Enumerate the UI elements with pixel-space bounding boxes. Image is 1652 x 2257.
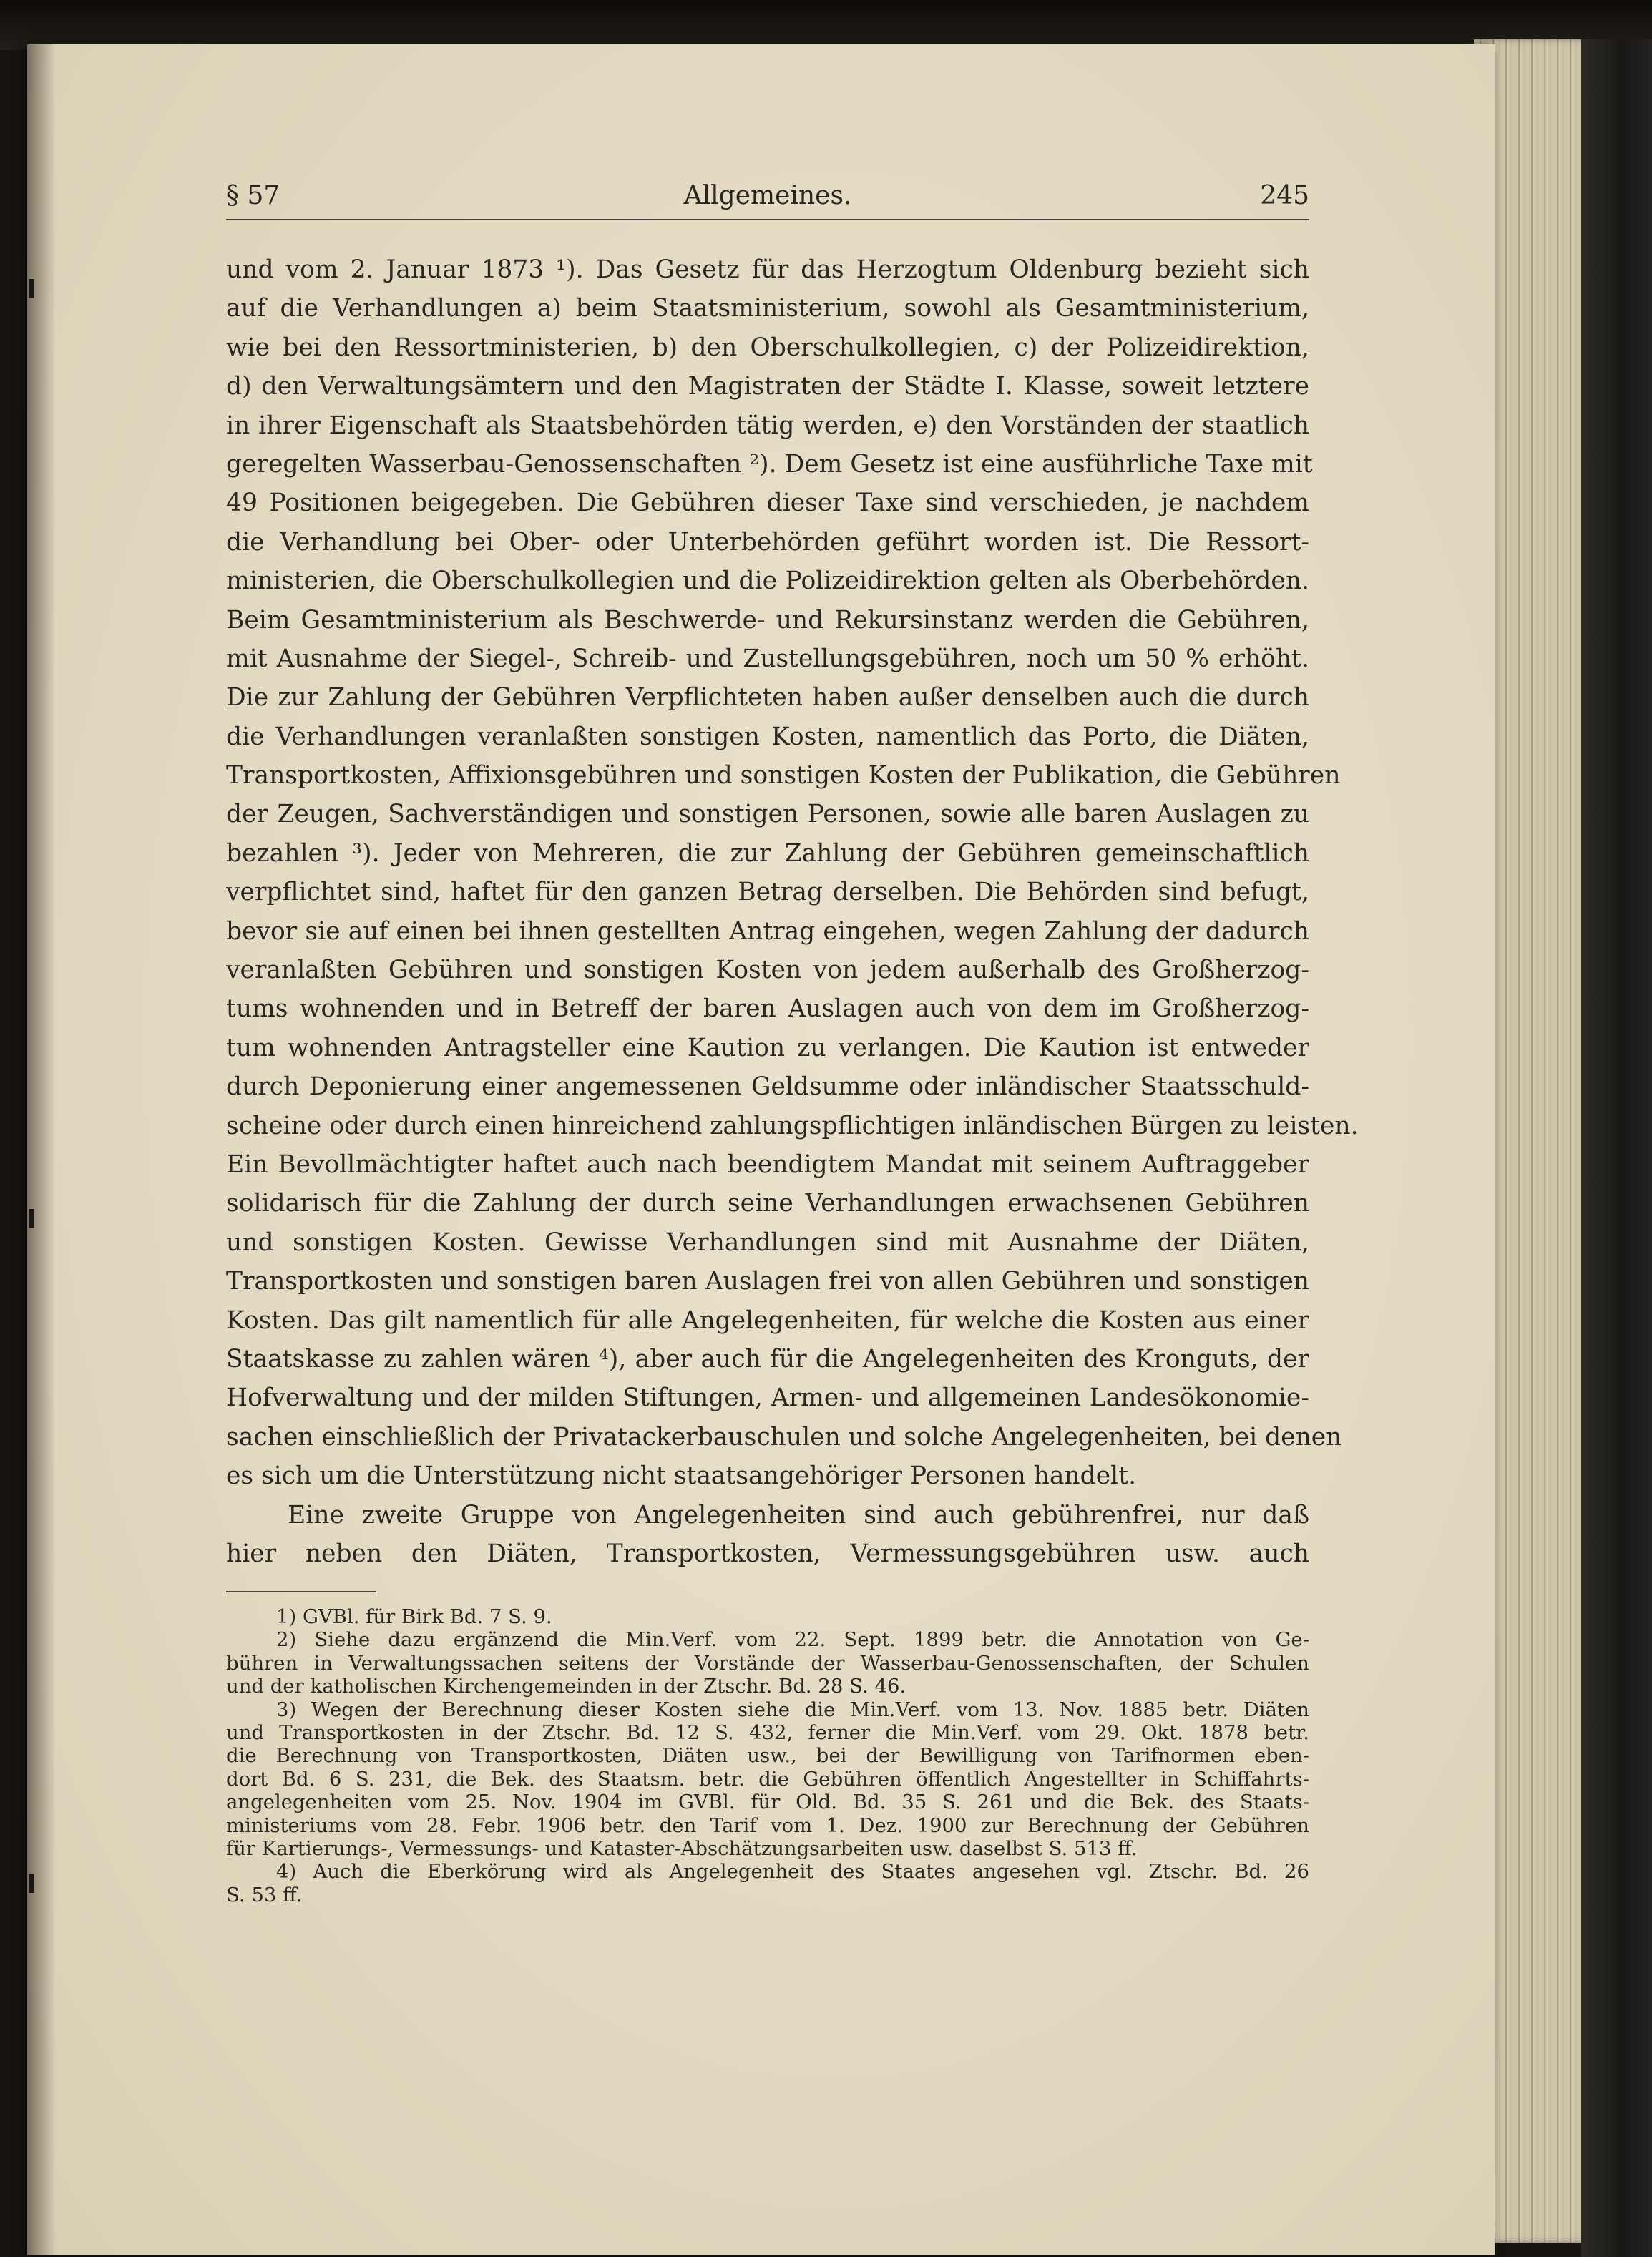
footnote-line: 3) Wegen der Berechnung dieser Kosten siehe die Min.Verf. vom 13. Nov. 1885 betr. Diäten <box>276 1698 1309 1721</box>
binding-mark <box>29 1874 34 1893</box>
footnote-line: dort Bd. 6 S. 231, die Bek. des Staatsm. betr. die Gebühren öffentlich Angestellter in Schiffahrts- <box>226 1767 1309 1791</box>
body-line: Ein Bevollmächtigter haftet auch nach beendigtem Mandat mit seinem Auftraggeber <box>226 1150 1309 1179</box>
body-text <box>226 250 1359 1573</box>
body-line: Hofverwaltung und der milden Stiftungen, Armen- und allgemeinen Landesökonomie- <box>226 1384 1309 1413</box>
body-line: die Verhandlungen veranlaßten sonstigen Kosten, namentlich das Porto, die Diäten, <box>226 722 1309 751</box>
body-line: Beim Gesamtministerium als Beschwerde- und Rekursinstanz werden die Gebühren, <box>226 605 1309 635</box>
body-line: 49 Positionen beigegeben. Die Gebühren dieser Taxe sind verschieden, je nachdem <box>226 489 1309 518</box>
body-line: bezahlen ³). Jeder von Mehreren, die zur Zahlung der Gebühren gemeinschaftlich <box>226 838 1309 868</box>
section-number: § 57 <box>226 181 280 210</box>
footnote-line: bühren in Verwaltungssachen seitens der Vorstände der Wasserbau-Genossenschaften, der Schulen <box>226 1651 1309 1675</box>
footnote-rule <box>226 1591 376 1592</box>
body-line: und sonstigen Kosten. Gewisse Verhandlungen sind mit Ausnahme der Diäten, <box>226 1228 1309 1257</box>
body-line: Kosten. Das gilt namentlich für alle Angelegenheiten, für welche die Kosten aus einer <box>226 1306 1309 1335</box>
footnotes <box>226 1605 1309 1906</box>
running-head <box>226 176 1309 220</box>
body-line: durch Deponierung einer angemessenen Geldsumme oder inländischer Staatsschuld- <box>226 1072 1309 1102</box>
body-line: es sich um die Unterstützung nicht staatsangehöriger Personen handelt. <box>226 1462 1137 1491</box>
footnote-line: für Kartierungs-, Vermessungs- und Kataster-Abschätzungsarbeiten usw. daselbst S. 513 ff. <box>226 1836 1138 1860</box>
body-line: Die zur Zahlung der Gebühren Verpflichteten haben außer denselben auch die durch <box>226 683 1309 713</box>
body-line: Eine zweite Gruppe von Angelegenheiten sind auch gebührenfrei, nur daß <box>288 1500 1309 1529</box>
footnote-line: ministeriums vom 28. Febr. 1906 betr. den Tarif vom 1. Dez. 1900 zur Berechnung der Gebühren <box>226 1813 1309 1837</box>
body-line: wie bei den Ressortministerien, b) den Oberschulkollegien, c) der Polizeidirektion, <box>226 333 1309 362</box>
body-line: bevor sie auf einen bei ihnen gestellten Antrag eingehen, wegen Zahlung der dadurch <box>226 916 1309 946</box>
body-line: d) den Verwaltungsämtern und den Magistraten der Städte I. Klasse, soweit letztere <box>226 372 1309 401</box>
page-number: 245 <box>1260 181 1309 210</box>
body-line: auf die Verhandlungen a) beim Staatsministerium, sowohl als Gesamtministerium, <box>226 294 1309 323</box>
gutter-shadow <box>27 44 56 2255</box>
body-line: geregelten Wasserbau-Genossenschaften ²). Dem Gesetz ist eine ausführliche Taxe mit <box>226 449 1313 479</box>
body-line: veranlaßten Gebühren und sonstigen Kosten von jedem außerhalb des Großherzog- <box>226 956 1309 985</box>
body-line: scheine oder durch einen hinreichend zahlungspflichtigen inländischen Bürgen zu leisten. <box>226 1111 1359 1140</box>
body-line: solidarisch für die Zahlung der durch seine Verhandlungen erwachsenen Gebühren <box>226 1189 1309 1218</box>
footnote-line: S. 53 ff. <box>226 1883 303 1906</box>
body-line: Transportkosten und sonstigen baren Auslagen frei von allen Gebühren und sonstigen <box>226 1267 1309 1296</box>
body-line: tums wohnenden und in Betreff der baren Auslagen auch von dem im Großherzog- <box>226 994 1309 1024</box>
footnote-line: 1) GVBl. für Birk Bd. 7 S. 9. <box>276 1605 552 1628</box>
footnote-line: angelegenheiten vom 25. Nov. 1904 im GVBl. für Old. Bd. 35 S. 261 und die Bek. des Staats- <box>226 1791 1309 1814</box>
body-line: verpflichtet sind, haftet für den ganzen Betrag derselben. Die Behörden sind befugt, <box>226 878 1309 907</box>
body-line: ministerien, die Oberschulkollegien und die Polizeidirektion gelten als Oberbehörden. <box>226 567 1309 596</box>
footnote-line: die Berechnung von Transportkosten, Diäten usw., bei der Bewilligung von Tarifnormen eben- <box>226 1744 1309 1768</box>
body-line: die Verhandlung bei Ober- oder Unterbehörden geführt worden ist. Die Ressort- <box>226 527 1309 557</box>
running-title: Allgemeines. <box>683 181 852 210</box>
body-line: sachen einschließlich der Privatackerbauschulen und solche Angelegenheiten, bei denen <box>226 1422 1342 1451</box>
footnote-line: und Transportkosten in der Ztschr. Bd. 12 S. 432, ferner die Min.Verf. vom 29. Okt. 1878 betr. <box>226 1720 1309 1744</box>
footnote-line: und der katholischen Kirchengemeinden in der Ztschr. Bd. 28 S. 46. <box>226 1675 906 1698</box>
body-line: mit Ausnahme der Siegel-, Schreib- und Zustellungsgebühren, noch um 50 % erhöht. <box>226 644 1309 673</box>
footnote-line: 2) Siehe dazu ergänzend die Min.Verf. vom 22. Sept. 1899 betr. die Annotation von Ge- <box>276 1628 1309 1652</box>
book-cover-edge <box>0 0 1652 50</box>
binding-mark <box>29 279 34 298</box>
book-spine-edge <box>1581 39 1652 2257</box>
binding-mark <box>29 1209 34 1228</box>
footnote-line: 4) Auch die Eberkörung wird als Angelegenheit des Staates angesehen vgl. Ztschr. Bd. 26 <box>276 1860 1309 1884</box>
body-line: in ihrer Eigenschaft als Staatsbehörden tätig werden, e) den Vorständen der staatlich <box>226 411 1309 440</box>
body-line: hier neben den Diäten, Transportkosten, Vermessungsgebühren usw. auch <box>226 1539 1309 1568</box>
body-line: tum wohnenden Antragsteller eine Kaution zu verlangen. Die Kaution ist entweder <box>226 1033 1309 1062</box>
body-line: Transportkosten, Affixionsgebühren und sonstigen Kosten der Publikation, die Gebühren <box>226 761 1341 790</box>
body-line: Staatskasse zu zahlen wären ⁴), aber auch für die Angelegenheiten des Kronguts, der <box>226 1344 1309 1374</box>
body-line: der Zeugen, Sachverständigen und sonstigen Personen, sowie alle baren Auslagen zu <box>226 800 1309 829</box>
body-line: und vom 2. Januar 1873 ¹). Das Gesetz für das Herzogtum Oldenburg bezieht sich <box>226 255 1309 284</box>
